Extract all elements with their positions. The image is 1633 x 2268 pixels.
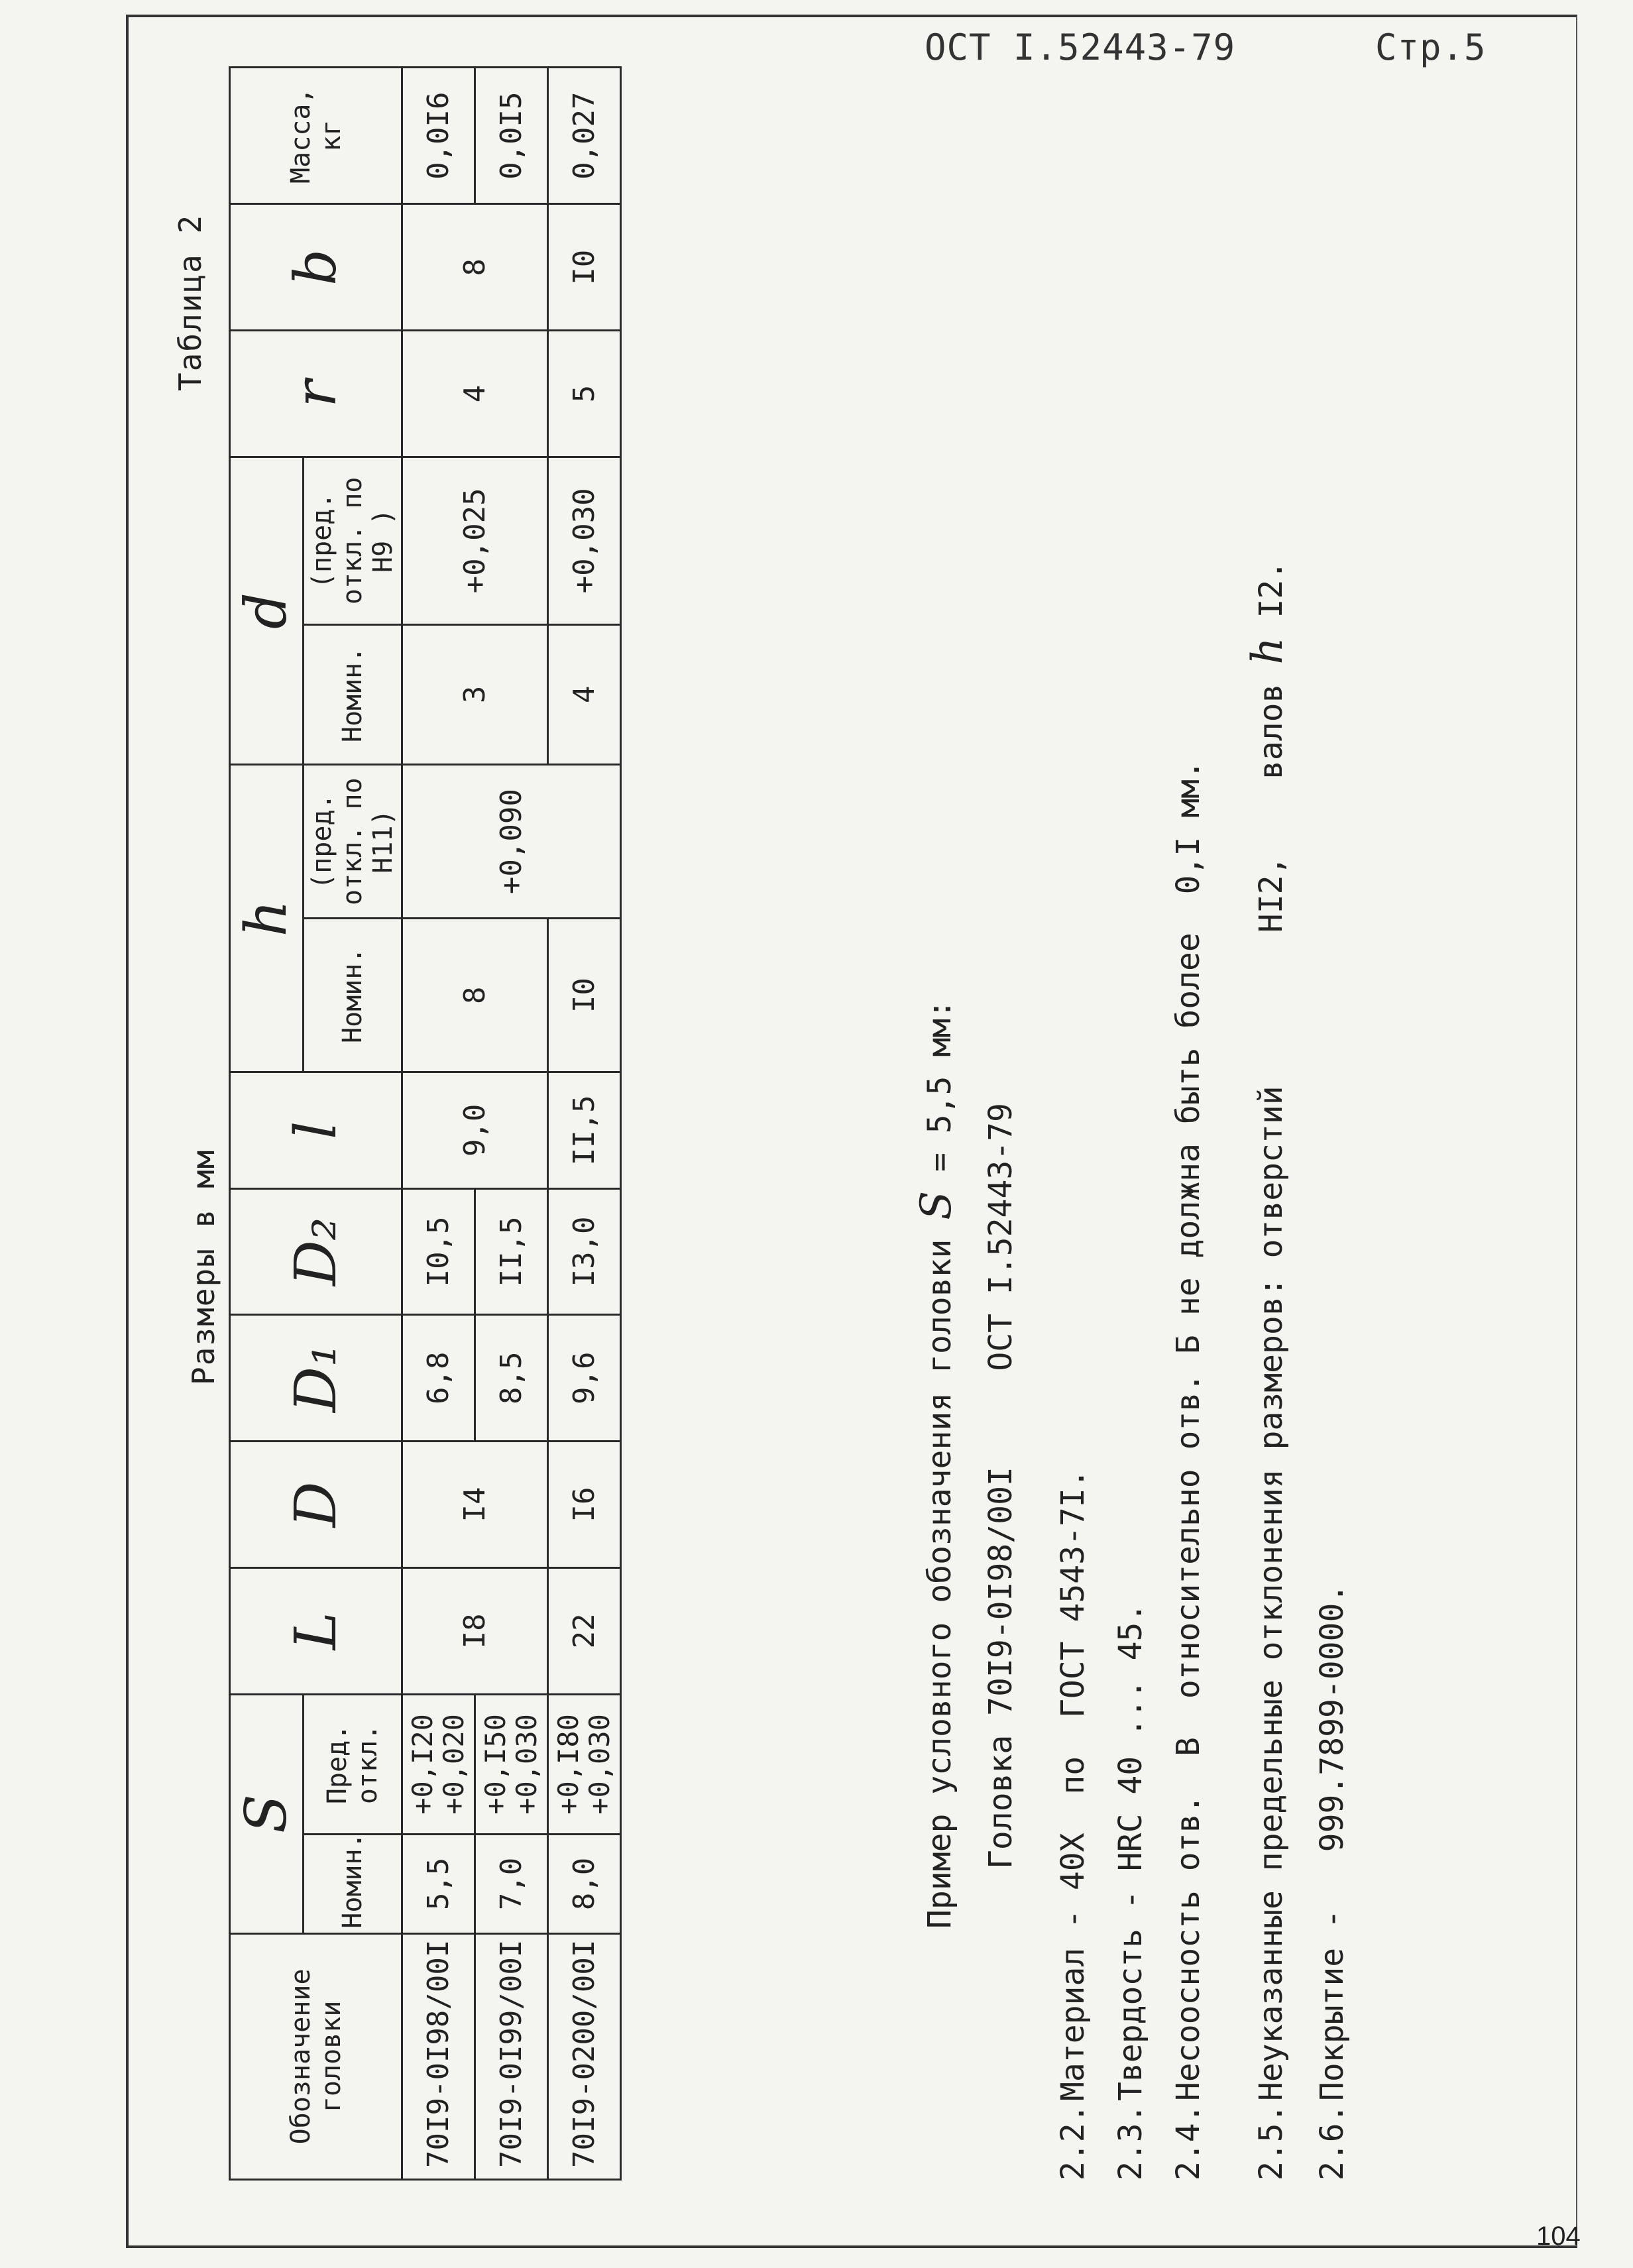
designation-cell: 70I9-0I99/00I xyxy=(475,1933,548,2179)
table-row xyxy=(402,68,475,2180)
list-item: 2.4. Несоосность отв. В относительно отв. Б не должна быть более 0,I мм. xyxy=(1169,760,1207,2181)
h-dev-cell: +0,090 xyxy=(402,765,621,919)
h-nom-cell: 8 xyxy=(402,919,548,1072)
b-cell: 8 xyxy=(402,204,548,331)
s-nom-cell: 8,0 xyxy=(548,1835,621,1934)
designation-cell: 70I9-0200/00I xyxy=(548,1933,621,2179)
l-cell: 9,0 xyxy=(402,1072,548,1188)
table-caption: Таблица 2 xyxy=(172,213,208,391)
D1-header: D₁ xyxy=(230,1315,402,1442)
sizes-caption: Размеры в мм xyxy=(186,1149,221,1385)
l-cell: II,5 xyxy=(548,1072,621,1188)
document-code: ОСТ I.52443-79 xyxy=(925,27,1236,68)
r-header: r xyxy=(230,331,402,457)
mass-cell: 0,0I5 xyxy=(475,68,548,204)
h-dev-header: (пред. откл. по H11) xyxy=(304,765,402,919)
L-cell: 22 xyxy=(548,1567,621,1694)
spec-table xyxy=(229,66,622,2181)
L-header: L xyxy=(230,1567,402,1694)
rotated-content xyxy=(133,20,1458,2207)
designation-cell: 70I9-0I98/00I xyxy=(402,1933,475,2179)
designation-header: Обозначение головки xyxy=(230,1933,402,2179)
s-nom-cell: 7,0 xyxy=(475,1835,548,1934)
body-text xyxy=(908,73,1354,2181)
d-nom-header: Номин. xyxy=(304,624,402,764)
r-cell: 5 xyxy=(548,331,621,457)
example-line-2: Головка 70I9-0I98/00I ОСТ I.52443-79 xyxy=(982,1103,1020,1869)
D2-cell: I0,5 xyxy=(402,1188,475,1315)
D2-header: D₂ xyxy=(230,1188,402,1315)
s-dev-cell: +0,I20 +0,020 xyxy=(402,1694,475,1834)
D-header: D xyxy=(230,1442,402,1568)
d-nom-cell: 3 xyxy=(402,624,548,764)
D1-cell: 8,5 xyxy=(475,1315,548,1442)
table-row xyxy=(548,68,621,2180)
page-label: Стр.5 xyxy=(1375,27,1487,68)
list-item: 2.3. Твердость - НRС 40 ... 45. xyxy=(1111,1603,1149,2181)
page-number: 104 xyxy=(1536,2222,1581,2251)
h-nom-header: Номин. xyxy=(304,919,402,1072)
h-header: h xyxy=(230,765,304,1072)
D-cell: I4 xyxy=(402,1442,548,1568)
L-cell: I8 xyxy=(402,1567,548,1694)
mass-cell: 0,027 xyxy=(548,68,621,204)
d-dev-cell: +0,025 xyxy=(402,457,548,624)
mass-cell: 0,0I6 xyxy=(402,68,475,204)
D1-cell: 9,6 xyxy=(548,1315,621,1442)
list-item: 2.5. Неуказанные предельные отклонения размеров: отверстий НI2, валов h I2. xyxy=(1243,560,1292,2181)
list-item: 2.6. Покрытие - 999.7899-0000. xyxy=(1313,1583,1351,2181)
b-cell: I0 xyxy=(548,204,621,331)
l-header: l xyxy=(230,1072,402,1188)
r-cell: 4 xyxy=(402,331,548,457)
s-header: S xyxy=(230,1694,304,1933)
D-cell: I6 xyxy=(548,1442,621,1568)
b-header: b xyxy=(230,204,402,331)
d-nom-cell: 4 xyxy=(548,624,621,764)
D2-cell: I3,0 xyxy=(548,1188,621,1315)
d-dev-cell: +0,030 xyxy=(548,457,621,624)
s-nom-cell: 5,5 xyxy=(402,1835,475,1934)
D1-cell: 6,8 xyxy=(402,1315,475,1442)
mass-header: Масса, кг xyxy=(230,68,402,204)
example-line-1: Пример условного обозначения головки S = 5,5 мм: xyxy=(912,999,961,1929)
d-dev-header: (пред. откл. по H9 ) xyxy=(304,457,402,624)
D2-cell: II,5 xyxy=(475,1188,548,1315)
s-dev-cell: +0,I50 +0,030 xyxy=(475,1694,548,1834)
spec-table-wrap xyxy=(229,66,622,2181)
d-header: d xyxy=(230,457,304,764)
h-nom-cell: I0 xyxy=(548,919,621,1072)
s-dev-header: Пред. откл. xyxy=(304,1694,402,1834)
s-dev-cell: +0,I80 +0,030 xyxy=(548,1694,621,1834)
s-nom-header: Номин. xyxy=(304,1835,402,1934)
list-item: 2.2. Материал - 40Х по ГОСТ 4543-7I. xyxy=(1054,1469,1092,2181)
